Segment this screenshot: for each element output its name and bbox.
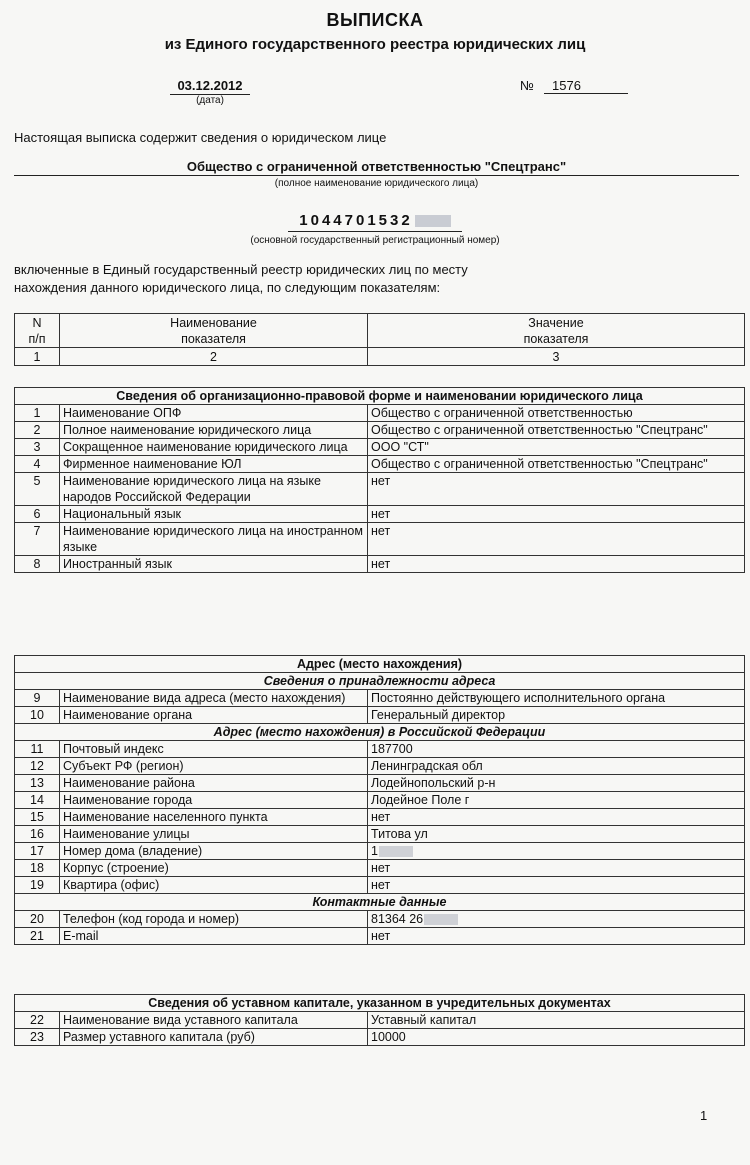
- doc-title: ВЫПИСКА: [326, 10, 424, 30]
- row-indicator-value: [368, 690, 745, 707]
- section-title: Сведения об организационно-правовой форме и наименовании юридического лица: [15, 388, 745, 405]
- row-indicator-name: [60, 473, 368, 506]
- row-indicator-value-text: Лодейное Поле г: [371, 793, 470, 807]
- row-indicator-value: [368, 473, 745, 506]
- row-indicator-name: [60, 1012, 368, 1029]
- row-number: [15, 473, 60, 506]
- row-indicator-value: [368, 758, 745, 775]
- page-number: 1: [700, 1108, 708, 1123]
- table-row: [15, 911, 745, 928]
- row-indicator-value: [368, 860, 745, 877]
- row-indicator-name-text: Наименование юридического лица на иностранном языке: [63, 524, 363, 554]
- section-opf-table: [14, 387, 745, 573]
- ogrn-label: (основной государственный регистрационный номер): [250, 235, 500, 246]
- org-full-name-label: (полное наименование юридического лица): [274, 178, 479, 189]
- row-number-text: 23: [30, 1030, 44, 1044]
- ogrn-value: 1044701532: [299, 212, 413, 229]
- table-row: [15, 809, 745, 826]
- row-number-text: 2: [33, 423, 41, 437]
- row-indicator-value: [368, 928, 745, 945]
- table-row: [15, 707, 745, 724]
- row-indicator-value: [368, 506, 745, 523]
- row-number: [15, 556, 60, 573]
- row-number-text: 3: [33, 440, 41, 454]
- row-indicator-name-text: Квартира (офис): [63, 878, 160, 892]
- table-row: [15, 422, 745, 439]
- table-row: [15, 792, 745, 809]
- row-number-text: 14: [30, 793, 44, 807]
- row-indicator-value: [368, 439, 745, 456]
- row-indicator-name-text: E-mail: [63, 929, 99, 943]
- header-cell-number: N п/п: [15, 314, 60, 348]
- row-indicator-name: [60, 877, 368, 894]
- row-indicator-name: [60, 758, 368, 775]
- row-indicator-name-text: Номер дома (владение): [63, 844, 203, 858]
- row-indicator-name: [60, 1029, 368, 1046]
- row-indicator-value: [368, 775, 745, 792]
- date-value: 03.12.2012: [170, 78, 250, 95]
- row-number: [15, 792, 60, 809]
- row-indicator-name: [60, 792, 368, 809]
- header-cell-name: Наименование показателя: [60, 314, 368, 348]
- row-number-text: 20: [30, 912, 44, 926]
- row-indicator-value-text: Генеральный директор: [371, 708, 506, 722]
- row-indicator-name-text: Наименование населенного пункта: [63, 810, 268, 824]
- row-indicator-value: [368, 1012, 745, 1029]
- row-number-text: 13: [30, 776, 44, 790]
- row-indicator-name: [60, 860, 368, 877]
- row-indicator-name-text: Иностранный язык: [63, 557, 172, 571]
- section-capital-table: [14, 994, 745, 1046]
- header-cell-value: Значение показателя: [368, 314, 745, 348]
- redaction-mark: [424, 914, 458, 925]
- row-number-text: 21: [30, 929, 44, 943]
- row-indicator-value: [368, 422, 745, 439]
- row-indicator-name-text: Размер уставного капитала (руб): [63, 1030, 255, 1044]
- row-indicator-name: [60, 456, 368, 473]
- row-number: [15, 741, 60, 758]
- row-indicator-name-text: Наименование района: [63, 776, 195, 790]
- ogrn-underline: [288, 231, 462, 232]
- table-row: [15, 928, 745, 945]
- row-indicator-value: [368, 556, 745, 573]
- row-number: [15, 707, 60, 724]
- row-number: [15, 422, 60, 439]
- row-indicator-value-text: нет: [371, 810, 391, 824]
- row-indicator-name: [60, 843, 368, 860]
- row-number: [15, 456, 60, 473]
- section-title: Сведения об уставном капитале, указанном в учредительных документах: [15, 995, 745, 1012]
- row-indicator-value: [368, 523, 745, 556]
- table-row: [15, 843, 745, 860]
- paragraph-line: нахождения данного юридического лица, по следующим показателям:: [14, 280, 441, 295]
- subsection-row: [15, 724, 745, 741]
- table-row: [15, 473, 745, 506]
- row-indicator-value-text: нет: [371, 557, 391, 571]
- row-indicator-value-text: Ленинградская обл: [371, 759, 483, 773]
- row-number: [15, 877, 60, 894]
- row-indicator-value: [368, 707, 745, 724]
- row-indicator-value: [368, 843, 745, 860]
- row-indicator-name: [60, 809, 368, 826]
- row-number-text: 9: [33, 691, 41, 705]
- table-row: [15, 314, 745, 348]
- doc-subtitle: из Единого государственного реестра юридических лиц: [164, 36, 586, 53]
- row-indicator-value-text: 10000: [371, 1030, 406, 1044]
- table-row: [15, 690, 745, 707]
- row-indicator-name-text: Наименование органа: [63, 708, 193, 722]
- row-indicator-value-text: нет: [371, 507, 391, 521]
- row-number-text: 12: [30, 759, 44, 773]
- ogrn: [0, 212, 750, 229]
- table-row: [15, 1029, 745, 1046]
- section-title: Адрес (место нахождения): [15, 656, 745, 673]
- subsection-row: [15, 673, 745, 690]
- row-number-text: 18: [30, 861, 44, 875]
- table-row: [15, 405, 745, 422]
- row-number: [15, 843, 60, 860]
- row-indicator-name: [60, 506, 368, 523]
- row-indicator-name: [60, 707, 368, 724]
- row-indicator-name-text: Наименование города: [63, 793, 193, 807]
- table-row: [15, 456, 745, 473]
- row-indicator-value-text: нет: [371, 929, 391, 943]
- row-indicator-name-text: Субъект РФ (регион): [63, 759, 184, 773]
- row-indicator-name-text: Наименование юридического лица на языке народов Российской Федерации: [63, 474, 321, 504]
- row-indicator-name: [60, 556, 368, 573]
- row-indicator-name: [60, 690, 368, 707]
- row-indicator-name-text: Национальный язык: [63, 507, 182, 521]
- table-row: [15, 506, 745, 523]
- row-indicator-value-text: нет: [371, 861, 391, 875]
- number-sign: №: [520, 78, 534, 93]
- row-indicator-value-text: 81364 26: [371, 912, 424, 926]
- row-number: [15, 809, 60, 826]
- row-number-text: 16: [30, 827, 44, 841]
- row-indicator-value: [368, 911, 745, 928]
- row-number: [15, 405, 60, 422]
- subsection-title: Адрес (место нахождения) в Российской Федерации: [15, 724, 745, 741]
- row-indicator-value-text: 187700: [371, 742, 413, 756]
- row-indicator-value: [368, 809, 745, 826]
- row-indicator-value: [368, 877, 745, 894]
- row-indicator-value: [368, 741, 745, 758]
- redaction-mark: [415, 215, 451, 227]
- row-number-text: 22: [30, 1013, 44, 1027]
- row-indicator-value-text: Общество с ограниченной ответственностью "Спецтранс": [371, 423, 708, 437]
- row-indicator-name-text: Почтовый индекс: [63, 742, 164, 756]
- row-indicator-value: [368, 405, 745, 422]
- row-indicator-name: [60, 439, 368, 456]
- row-indicator-value: [368, 1029, 745, 1046]
- row-number-text: 1: [33, 406, 41, 420]
- row-indicator-name: [60, 928, 368, 945]
- row-indicator-name: [60, 422, 368, 439]
- table-row: [15, 556, 745, 573]
- table-row: [15, 877, 745, 894]
- redaction-mark: [379, 846, 413, 857]
- row-indicator-name: [60, 826, 368, 843]
- row-indicator-value: [368, 826, 745, 843]
- row-number-text: 17: [30, 844, 44, 858]
- row-number: [15, 928, 60, 945]
- row-number: [15, 439, 60, 456]
- section-title-row: [15, 388, 745, 405]
- row-number: [15, 758, 60, 775]
- row-indicator-value-text: Лодейнопольский р-н: [371, 776, 496, 790]
- row-number-text: 19: [30, 878, 44, 892]
- row-indicator-name: [60, 775, 368, 792]
- row-indicator-value-text: Постоянно действующего исполнительного органа: [371, 691, 666, 705]
- row-indicator-value-text: Общество с ограниченной ответственностью: [371, 406, 633, 420]
- table-cell: 3: [368, 348, 745, 366]
- table-row: [15, 741, 745, 758]
- table-cell: 1: [15, 348, 60, 366]
- table-cell: 2: [60, 348, 368, 366]
- row-indicator-name-text: Наименование ОПФ: [63, 406, 182, 420]
- subsection-title: Сведения о принадлежности адреса: [15, 673, 745, 690]
- row-number: [15, 775, 60, 792]
- subsection-row: [15, 894, 745, 911]
- row-indicator-name-text: Наименование улицы: [63, 827, 190, 841]
- row-number: [15, 690, 60, 707]
- row-indicator-name-text: Наименование вида адреса (место нахождения): [63, 691, 346, 705]
- row-number-text: 7: [33, 524, 41, 538]
- row-number: [15, 911, 60, 928]
- row-number-text: 15: [30, 810, 44, 824]
- row-number-text: 4: [33, 457, 41, 471]
- row-indicator-name: [60, 911, 368, 928]
- row-indicator-value: [368, 792, 745, 809]
- row-number: [15, 1029, 60, 1046]
- row-number-text: 11: [30, 742, 44, 756]
- row-indicator-name: [60, 523, 368, 556]
- number-value: 1576: [544, 78, 628, 94]
- subsection-title: Контактные данные: [15, 894, 745, 911]
- table-row: [15, 826, 745, 843]
- row-indicator-value-text: Общество с ограниченной ответственностью "Спецтранс": [371, 457, 708, 471]
- row-indicator-value-text: нет: [371, 474, 391, 488]
- row-indicator-name-text: Телефон (код города и номер): [63, 912, 240, 926]
- row-indicator-value-text: нет: [371, 524, 391, 538]
- table-row: [15, 775, 745, 792]
- row-number: [15, 860, 60, 877]
- table-row: [15, 348, 745, 366]
- section-address-table: [14, 655, 745, 945]
- row-indicator-value-text: 1: [371, 844, 378, 858]
- row-number-text: 10: [30, 708, 44, 722]
- row-indicator-value-text: Титова ул: [371, 827, 428, 841]
- paragraph-line: включенные в Единый государственный реестр юридических лиц по месту: [14, 262, 468, 277]
- row-indicator-name: [60, 741, 368, 758]
- row-indicator-value: [368, 456, 745, 473]
- row-indicator-name-text: Корпус (строение): [63, 861, 169, 875]
- row-number-text: 5: [33, 474, 41, 488]
- intro-paragraph: [14, 261, 468, 297]
- row-indicator-value-text: ООО "СТ": [371, 440, 429, 454]
- row-number: [15, 1012, 60, 1029]
- table-row: [15, 758, 745, 775]
- section-title-row: [15, 995, 745, 1012]
- column-header-table: [14, 313, 745, 366]
- row-number: [15, 826, 60, 843]
- org-full-name: Общество с ограниченной ответственностью "Спецтранс": [14, 159, 739, 176]
- row-indicator-name-text: Фирменное наименование ЮЛ: [63, 457, 242, 471]
- row-number-text: 8: [33, 557, 41, 571]
- date-label: (дата): [196, 95, 224, 106]
- row-indicator-value-text: нет: [371, 878, 391, 892]
- table-row: [15, 1012, 745, 1029]
- row-number: [15, 523, 60, 556]
- row-indicator-name: [60, 405, 368, 422]
- intro-text: Настоящая выписка содержит сведения о юридическом лице: [14, 130, 387, 145]
- row-number-text: 6: [33, 507, 41, 521]
- table-row: [15, 860, 745, 877]
- table-row: [15, 523, 745, 556]
- row-indicator-value-text: Уставный капитал: [371, 1013, 477, 1027]
- row-indicator-name-text: Полное наименование юридического лица: [63, 423, 312, 437]
- table-row: [15, 439, 745, 456]
- row-number: [15, 506, 60, 523]
- row-indicator-name-text: Сокращенное наименование юридического лица: [63, 440, 348, 454]
- row-indicator-name-text: Наименование вида уставного капитала: [63, 1013, 298, 1027]
- section-title-row: [15, 656, 745, 673]
